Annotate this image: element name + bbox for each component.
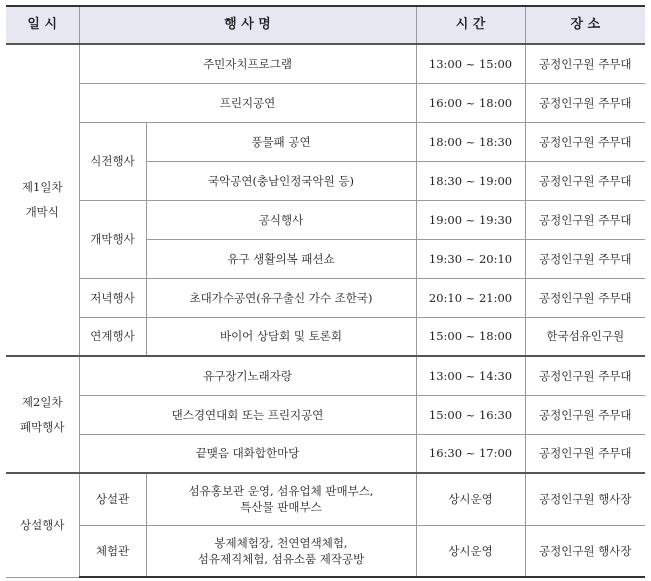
- event-place: 공정인구원 행사장: [525, 525, 645, 577]
- table-row: [6, 525, 645, 577]
- day1-label-line1: 제1일차: [21, 180, 63, 194]
- event-name: 주민자치프로그램: [79, 44, 416, 83]
- event-place: 공정인구원 주무대: [525, 200, 645, 239]
- event-place: 공정인구원 주무대: [525, 278, 645, 317]
- event-name: 공식행사: [146, 200, 416, 239]
- event-name: 국악공연(충남인정국악원 등): [146, 161, 416, 200]
- header-time: 시 간: [416, 6, 525, 44]
- event-time: 16:00 ~ 18:00: [416, 83, 525, 122]
- event-group: 상설관: [79, 473, 146, 525]
- event-name-line1: 봉제체험장, 천연염색체험,: [214, 535, 348, 550]
- table-row: [6, 434, 645, 473]
- event-time: 19:00 ~ 19:30: [416, 200, 525, 239]
- event-name: 유구 생활의복 패션쇼: [146, 239, 416, 278]
- event-time: 19:30 ~ 20:10: [416, 239, 525, 278]
- event-name: 유구장기노래자랑: [79, 356, 416, 395]
- event-time: 20:10 ~ 21:00: [416, 278, 525, 317]
- event-group: 연계행사: [79, 317, 146, 356]
- event-name: 풍물패 공연: [146, 122, 416, 161]
- header-date: 일 시: [6, 6, 79, 44]
- event-name: 댄스경연대회 또는 프린지공연: [79, 395, 416, 434]
- table-row: [6, 44, 645, 83]
- event-name: 바이어 상담회 및 토론회: [146, 317, 416, 356]
- event-place: 공정인구원 주무대: [525, 83, 645, 122]
- table-row: [6, 395, 645, 434]
- event-time: 18:00 ~ 18:30: [416, 122, 525, 161]
- event-time: 15:00 ~ 18:00: [416, 317, 525, 356]
- event-name: 프린지공연: [79, 83, 416, 122]
- event-place: 공정인구원 주무대: [525, 395, 645, 434]
- event-time: 상시운영: [416, 473, 525, 525]
- table-row: [6, 83, 645, 122]
- event-place: 공정인구원 주무대: [525, 161, 645, 200]
- event-name: 끝맺음 대화합한마당: [79, 434, 416, 473]
- event-time: 18:30 ~ 19:00: [416, 161, 525, 200]
- header-event: 행 사 명: [79, 6, 416, 44]
- table-row: [6, 200, 645, 239]
- event-place: 공정인구원 주무대: [525, 239, 645, 278]
- event-schedule-table: [6, 5, 645, 578]
- table-row: [6, 122, 645, 161]
- table-row: [6, 356, 645, 395]
- event-time: 상시운영: [416, 525, 525, 577]
- event-place: 한국섬유인구원: [525, 317, 645, 356]
- event-place: 공정인구원 주무대: [525, 356, 645, 395]
- event-time: 13:00 ~ 14:30: [416, 356, 525, 395]
- day2-label-line1: 제2일차: [21, 394, 63, 409]
- event-time: 16:30 ~ 17:00: [416, 434, 525, 473]
- event-group: 개막행사: [79, 200, 146, 278]
- event-place: 공정인구원 주무대: [525, 44, 645, 83]
- event-time: 13:00 ~ 15:00: [416, 44, 525, 83]
- event-time: 15:00 ~ 16:30: [416, 395, 525, 434]
- event-group: 체험관: [79, 525, 146, 577]
- permanent-label: 상설행사: [6, 473, 79, 577]
- table-row: [6, 473, 645, 525]
- table-row: [6, 317, 645, 356]
- table-header-row: [6, 6, 645, 44]
- table-row: [6, 278, 645, 317]
- event-name-line2: 섬유제직체험, 섬유소품 제작공방: [197, 551, 365, 566]
- event-place: 공정인구원 행사장: [525, 473, 645, 525]
- day1-label: [6, 44, 79, 356]
- day1-label-line2: 개막식: [25, 205, 59, 219]
- event-name-line1: 섬유홍보관 운영, 섬유업체 판매부스,: [188, 484, 374, 499]
- event-place: 공정인구원 주무대: [525, 434, 645, 473]
- event-place: 공정인구원 주무대: [525, 122, 645, 161]
- event-name-line2: 특산물 판매부스: [240, 500, 322, 515]
- header-place: 장 소: [525, 6, 645, 44]
- event-name: 초대가수공연(유구출신 가수 조한국): [146, 278, 416, 317]
- event-group: 저녁행사: [79, 278, 146, 317]
- day2-label: [6, 356, 79, 473]
- day2-label-line2: 폐막행사: [20, 419, 65, 434]
- event-name: [146, 525, 416, 577]
- event-group: 식전행사: [79, 122, 146, 200]
- event-name: [146, 473, 416, 525]
